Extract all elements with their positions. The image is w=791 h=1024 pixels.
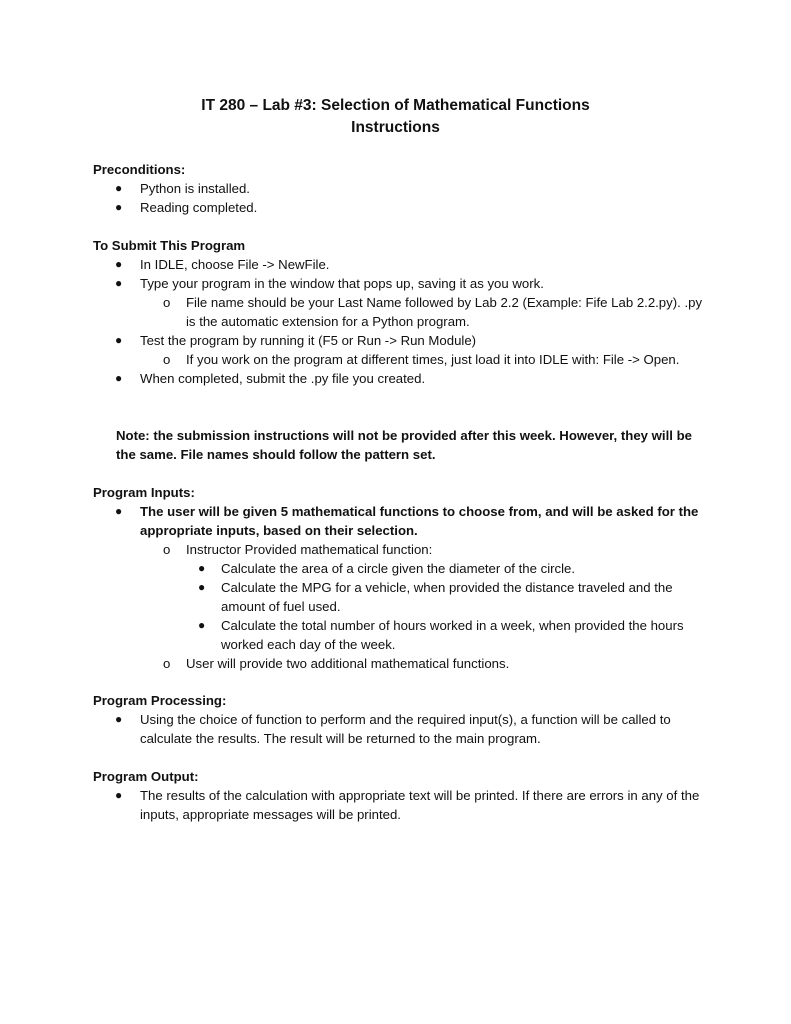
sub-bullet-icon: o — [163, 656, 171, 671]
processing-list — [93, 710, 713, 748]
list-item: o File name should be your Last Name followed by Lab 2.2 (Example: Fife Lab 2.2.py). .py is the automatic extension for a Python program. — [163, 295, 703, 329]
sub-bullet-icon: o — [163, 542, 171, 557]
output-list — [93, 786, 713, 824]
list-item: ● Using the choice of function to perform and the required input(s), a function will be called to calculate the results. The result will be returned to the main program. — [115, 712, 671, 746]
list-item: ● The user will be given 5 mathematical functions to choose from, and will be asked for the appropriate inputs, based on their selection. — [115, 504, 699, 538]
processing-section — [93, 691, 713, 748]
output-section — [93, 767, 713, 824]
list-item: ● Python is installed. — [115, 181, 250, 196]
bullet-icon: ● — [115, 712, 123, 726]
output-heading: Program Output: — [93, 769, 199, 784]
list-item: ● In IDLE, choose File -> NewFile. — [115, 257, 330, 272]
sub-bullet-icon: o — [163, 352, 171, 367]
bullet-icon: ● — [115, 504, 123, 518]
preconditions-heading: Preconditions: — [93, 162, 186, 177]
list-item: o User will provide two additional mathematical functions. — [163, 656, 510, 671]
submit-section — [93, 236, 713, 388]
list-item: ● Calculate the area of a circle given the diameter of the circle. — [198, 561, 576, 576]
bullet-icon: ● — [115, 788, 123, 802]
processing-heading: Program Processing: — [93, 693, 227, 708]
bullet-icon: ● — [198, 618, 206, 632]
note-text: Note: the submission instructions will not be provided after this week. However, they will be the same. File names should follow the pattern set. — [116, 428, 692, 462]
preconditions-section — [93, 160, 713, 217]
list-item: ● Calculate the total number of hours worked in a week, when provided the hours worked each day of the week. — [198, 618, 684, 652]
list-item: ● Calculate the MPG for a vehicle, when provided the distance traveled and the amount of fuel used. — [198, 580, 673, 614]
list-item: ● Type your program in the window that pops up, saving it as you work. — [115, 276, 544, 291]
bullet-icon: ● — [115, 333, 123, 347]
preconditions-list — [93, 179, 713, 217]
bullet-icon: ● — [115, 257, 123, 271]
list-item: ● The results of the calculation with appropriate text will be printed. If there are errors in any of the inputs, appropriate messages will be printed. — [115, 788, 700, 822]
submission-note — [93, 426, 713, 464]
bullet-icon: ● — [198, 561, 206, 575]
inputs-heading: Program Inputs: — [93, 485, 195, 500]
submit-list — [93, 255, 713, 388]
inputs-section — [93, 483, 713, 673]
list-item: o If you work on the program at different times, just load it into IDLE with: File -> Open. — [163, 352, 680, 367]
bullet-icon: ● — [198, 580, 206, 594]
list-item: ● Reading completed. — [115, 200, 258, 215]
inputs-list — [93, 502, 713, 673]
bullet-icon: ● — [115, 371, 123, 385]
submit-heading: To Submit This Program — [93, 238, 246, 253]
document-title: IT 280 – Lab #3: Selection of Mathematical Functions — [201, 97, 590, 114]
list-item: ● When completed, submit the .py file you created. — [115, 371, 426, 386]
bullet-icon: ● — [115, 181, 123, 195]
bullet-icon: ● — [115, 276, 123, 290]
list-item: o Instructor Provided mathematical function: — [163, 542, 433, 557]
document-subtitle: Instructions — [351, 119, 440, 136]
list-item: ● Test the program by running it (F5 or Run -> Run Module) — [115, 333, 477, 348]
sub-bullet-icon: o — [163, 295, 171, 310]
bullet-icon: ● — [115, 200, 123, 214]
